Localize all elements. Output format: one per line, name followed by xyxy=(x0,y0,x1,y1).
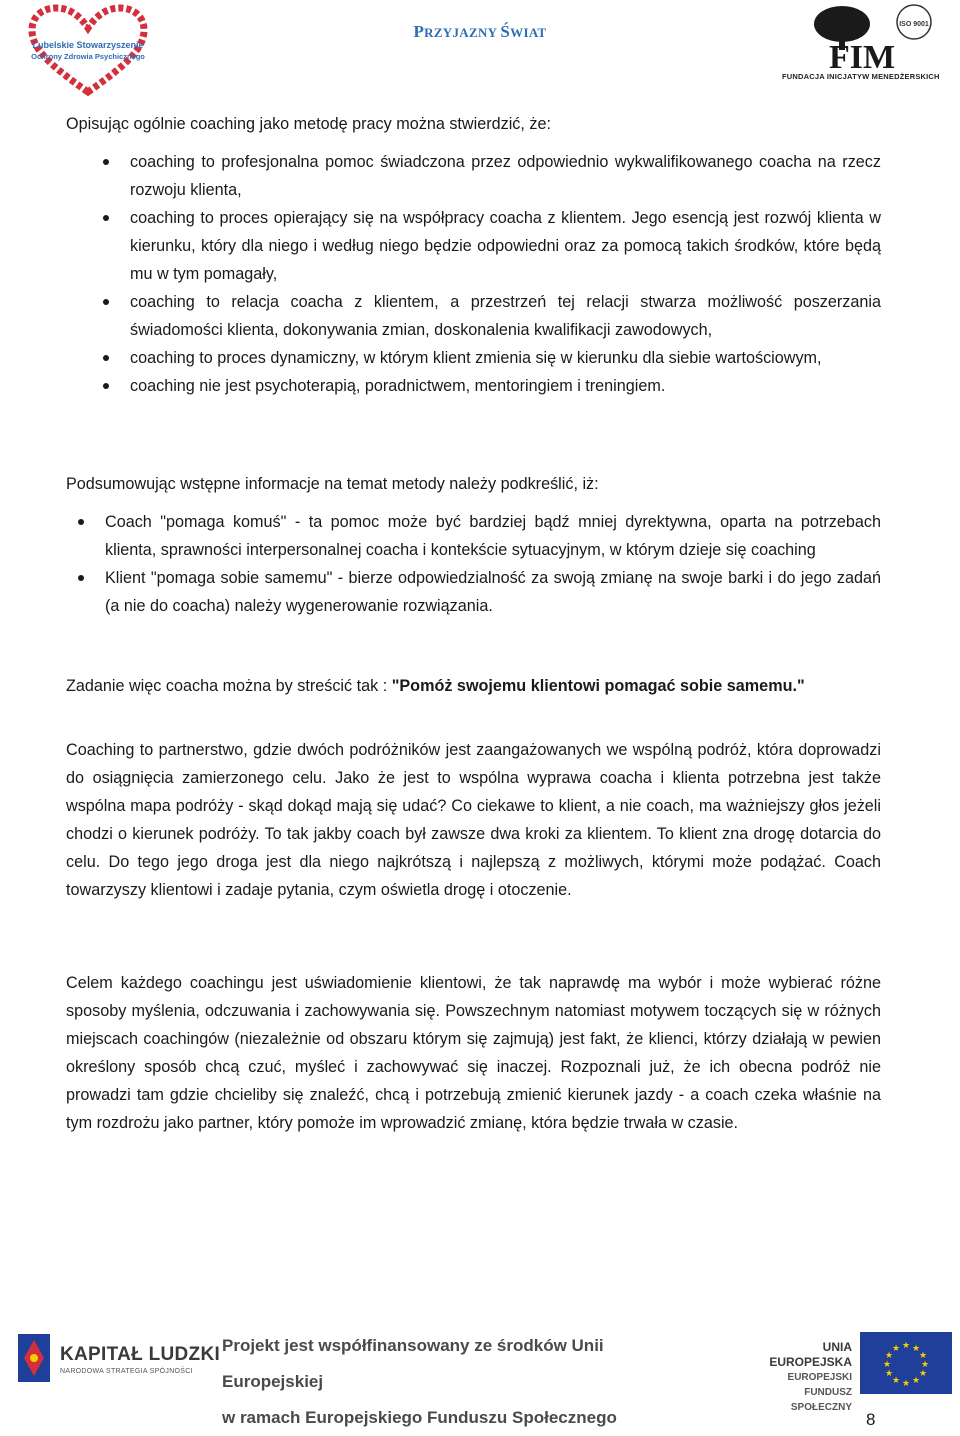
svg-text:★: ★ xyxy=(918,1369,928,1379)
svg-text:★: ★ xyxy=(920,1360,930,1370)
kapital-ludzki-subtitle: NARODOWA STRATEGIA SPÓJNOŚCI xyxy=(60,1368,193,1375)
eu-line-1: UNIA EUROPEJSKA xyxy=(769,1340,852,1369)
kapital-ludzki-icon xyxy=(14,1330,54,1386)
svg-text:★: ★ xyxy=(891,1344,901,1354)
summary-intro: Podsumowując wstępne informacje na temat metody należy podkreślić, iż: xyxy=(66,475,599,493)
svg-text:★: ★ xyxy=(901,1379,911,1389)
paragraph-goal: Celem każdego coachingu jest uświadomienie klientowi, że tak naprawdę ma wybór i może wybierać różne sposoby myślenia, odczuwania i zachowywania się. Powszechnym natomiast motywem toczących się w różnych miejscach coachingów (niezależnie od obszaru którym się zajmują) jest fakt, że klienci, którzy działają w pewien określony sposób chcą czuć, myśleć i zachowywać się inaczej. Rozpoznali już, że ich obecna podróż nie prowadzi tam gdzie chcieliby się znaleźć, chcą i potrzebują zmienić kierunek jazdy - a coach czeka właśnie na tym rozdrożu jako partner, który pomoże im wprowadzić zmianę, która będzie trwała w czasie. xyxy=(66,974,881,1132)
task-prefix: Zadanie więc coacha można by streścić tak : xyxy=(66,677,392,695)
list-item: coaching to proces dynamiczny, w którym klient zmienia się w kierunku dla siebie wartościowym, xyxy=(66,344,881,372)
iso-badge: ISO 9001 xyxy=(899,21,929,28)
list-item: coaching to profesjonalna pomoc świadczona przez odpowiednio wykwalifikowanego coacha na rzecz rozwoju klienta, xyxy=(66,148,881,204)
fim-subtitle: FUNDACJA INICJATYW MENEDŻERSKICH xyxy=(782,72,940,81)
list-item: Klient "pomaga sobie samemu" - bierze odpowiedzialność za swoją zmianę na swoje barki i do jego zadań (a nie do coacha) należy wygenerowanie rozwiązania. xyxy=(66,564,881,620)
list-item: coaching to relacja coacha z klientem, a przestrzeń tej relacji stwarza możliwość poszerzania świadomości klienta, dokonywania zmian, doskonalenia kwalifikacji zawodowych, xyxy=(66,288,881,344)
list-item: Coach "pomaga komuś" - ta pomoc może być bardziej bądź mniej dyrektywna, oparta na potrzebach klienta, sprawności interpersonalnej coacha i kontekście sytuacyjnym, w którym dzieje się coaching xyxy=(66,508,881,564)
list-item: coaching nie jest psychoterapią, poradnictwem, mentoringiem i treningiem. xyxy=(66,372,881,400)
project-notice xyxy=(222,1328,692,1436)
tree-logo-icon xyxy=(780,2,950,82)
svg-text:★: ★ xyxy=(882,1360,892,1370)
svg-text:★: ★ xyxy=(891,1376,901,1386)
association-logo xyxy=(28,4,148,98)
svg-text:★: ★ xyxy=(884,1351,894,1361)
coaching-definition-list xyxy=(66,148,881,400)
project-line-1: Projekt jest współfinansowany ze środków Unii Europejskiej xyxy=(222,1336,604,1391)
svg-text:★: ★ xyxy=(884,1369,894,1379)
eu-line-3: FUNDUSZ SPOŁECZNY xyxy=(790,1387,852,1413)
svg-text:★: ★ xyxy=(911,1376,921,1386)
fim-text: FIM xyxy=(828,39,896,76)
svg-text:★: ★ xyxy=(901,1341,911,1351)
summary-list xyxy=(66,508,881,620)
project-line-2: w ramach Europejskiego Funduszu Społecznego xyxy=(222,1408,617,1427)
fim-logo xyxy=(780,2,950,82)
paragraph-partnership: Coaching to partnerstwo, gdzie dwóch podróżników jest zaangażowanych we wspólną podróż, która doprowadzi do osiągnięcia zamierzonego celu. Jako że jest to wspólna wyprawa coacha i klienta potrzebna jest także wspólna mapa podróży - skąd dokąd mają się udać? Co ciekawe to klient, a nie coach, ma ważniejszy głos jeżeli chodzi o kierunek podróży. To tak jakby coach był zawsze dwa kroki za klientem. To klient zna drogę dotarcia do celu. Do tego jego droga jest dla niego najkrótszą i najlepszą z możliwych, którymi może podążać. Coach towarzyszy klientowi i zadaje pytania, czym oświetla drogę i otoczenie. xyxy=(66,741,881,899)
eu-text xyxy=(752,1340,852,1415)
eu-stars-icon xyxy=(860,1332,952,1394)
heart-logo-icon xyxy=(28,4,148,98)
logo-line1: Lubelskie Stowarzyszenie xyxy=(32,40,144,50)
title-rest-2: WIAT xyxy=(510,25,547,40)
footer-banner xyxy=(0,1318,960,1427)
page-number: 8 xyxy=(866,1410,876,1429)
task-quote: "Pomóż swojemu klientowi pomagać sobie samemu." xyxy=(391,677,805,695)
logo-line2: Ochrony Zdrowia Psychicznego xyxy=(31,52,145,61)
eu-line-2: EUROPEJSKI xyxy=(787,1372,852,1383)
svg-text:★: ★ xyxy=(911,1344,921,1354)
title-rest-1: RZYJAZNY xyxy=(424,25,501,40)
list-item: coaching to proces opierający się na współpracy coacha z klientem. Jego esencją jest rozwój klienta w kierunku, który dla niego i według niego będzie odpowiedni oraz za pomocą takich środków, które będą mu w tym pomagały, xyxy=(66,204,881,288)
title-cap-1: P xyxy=(413,22,425,41)
eu-flag-icon xyxy=(860,1332,952,1394)
kapital-ludzki-title: KAPITAŁ LUDZKI xyxy=(60,1344,221,1365)
svg-text:★: ★ xyxy=(918,1351,928,1361)
title-cap-2: Ś xyxy=(500,22,511,41)
intro-text: Opisując ogólnie coaching jako metodę pracy można stwierdzić, że: xyxy=(66,115,551,133)
task-statement xyxy=(66,672,881,700)
